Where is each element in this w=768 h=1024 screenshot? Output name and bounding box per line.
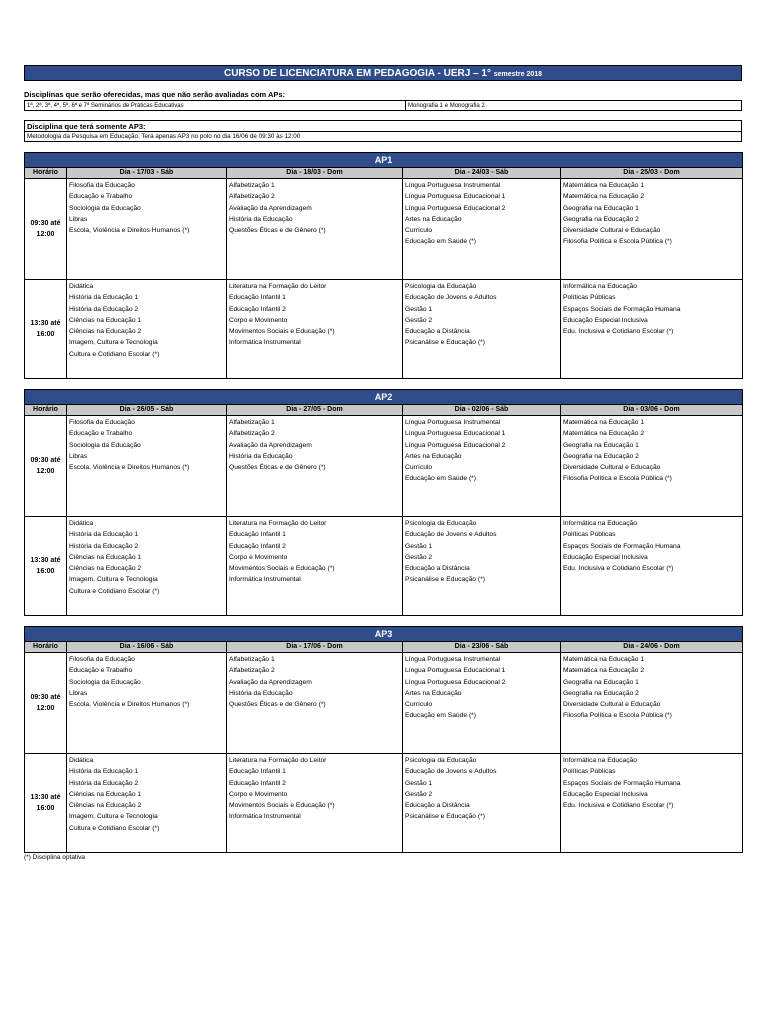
not-evaluated-row <box>24 100 742 111</box>
discipline-item: Questões Éticas e de Gênero (*) <box>229 701 326 709</box>
discipline-item: Educação Infantil 1 <box>229 531 286 539</box>
schedule-cell <box>67 754 227 853</box>
discipline-item: Ciências na Educação 2 <box>69 802 142 810</box>
discipline-item: Alfabetização 1 <box>229 656 275 663</box>
discipline-item: Matemática na Educação 2 <box>563 667 645 675</box>
schedule-table-ap2 <box>24 389 743 616</box>
discipline-item: Espaços Sociais de Formação Humana <box>563 542 681 550</box>
schedule-cell <box>227 179 403 280</box>
column-header-day: Dia - 17/03 - Sáb <box>67 168 227 179</box>
discipline-item: Educação Especial Inclusiva <box>563 790 648 798</box>
discipline-item: Educação e Trabalho <box>69 193 133 201</box>
discipline-item: Alfabetização 1 <box>229 419 275 426</box>
discipline-item: Diversidade Cultural e Educação <box>563 227 661 235</box>
discipline-item: Gestão 2 <box>405 316 433 324</box>
discipline-item: Libras <box>69 689 88 697</box>
discipline-item: Educação de Jovens e Adultos <box>405 531 497 539</box>
column-header-day: Dia - 25/03 - Dom <box>561 168 743 179</box>
discipline-item: Informática na Educação <box>563 757 637 764</box>
discipline-item: Informática Instrumental <box>229 339 301 347</box>
discipline-item: Edu. Inclusiva e Cotidiano Escolar (*) <box>563 802 674 810</box>
discipline-item: Língua Portuguesa Instrumental <box>405 656 501 663</box>
discipline-item: Didática <box>69 283 94 290</box>
column-header-day: Dia - 24/06 - Dom <box>561 642 743 653</box>
discipline-item: História da Educação <box>229 452 293 460</box>
discipline-item: Alfabetização 2 <box>229 667 275 675</box>
discipline-item: Ciências na Educação 1 <box>69 790 142 798</box>
discipline-item: Cultura e Cotidiano Escolar (*) <box>69 587 160 595</box>
discipline-item: Espaços Sociais de Formação Humana <box>563 305 681 313</box>
discipline-item: Edu. Inclusiva e Cotidiano Escolar (*) <box>563 328 674 336</box>
discipline-item: Língua Portuguesa Educacional 2 <box>405 441 506 449</box>
ap3-only-heading: Disciplina que terá somente AP3: <box>24 120 742 131</box>
discipline-item: Língua Portuguesa Instrumental <box>405 419 501 426</box>
discipline-item: Sociologia da Educação <box>69 204 141 212</box>
discipline-item: Literatura na Formação do Leitor <box>229 757 327 764</box>
discipline-item: Cultura e Cotidiano Escolar (*) <box>69 350 160 358</box>
schedule-cell <box>561 416 743 517</box>
document-title: CURSO DE LICENCIATURA EM PEDAGOGIA - UERJ – 1° semestre 2018 <box>24 65 742 81</box>
schedule-cell <box>403 517 561 616</box>
discipline-item: Gestão 1 <box>405 542 433 550</box>
discipline-item: Didática <box>69 520 94 527</box>
discipline-item: Artes na Educação <box>405 215 462 223</box>
discipline-item: Políticas Públicas <box>563 768 616 776</box>
discipline-item: Língua Portuguesa Educacional 1 <box>405 430 506 438</box>
discipline-item: Diversidade Cultural e Educação <box>563 701 661 709</box>
discipline-item: Educação e Trabalho <box>69 430 133 438</box>
column-header-day: Dia - 18/03 - Dom <box>227 168 403 179</box>
discipline-item: Língua Portuguesa Educacional 1 <box>405 193 506 201</box>
discipline-item: Didática <box>69 757 94 764</box>
column-header-day: Dia - 27/05 - Dom <box>227 405 403 416</box>
schedule-cell <box>561 653 743 754</box>
schedule-cell <box>227 517 403 616</box>
discipline-item: Educação e Trabalho <box>69 667 133 675</box>
discipline-item: Educação de Jovens e Adultos <box>405 294 497 302</box>
discipline-item: Avaliação da Aprendizagem <box>229 678 312 686</box>
discipline-item: Currículo <box>405 464 433 472</box>
time-slot: 13:30 até 16:00 <box>25 517 67 616</box>
column-header-day: Dia - 16/06 - Sáb <box>67 642 227 653</box>
column-header-day: Dia - 26/05 - Sáb <box>67 405 227 416</box>
discipline-item: Educação Especial Inclusiva <box>563 553 648 561</box>
discipline-item: Matemática na Educação 2 <box>563 430 645 438</box>
discipline-item: Gestão 1 <box>405 779 433 787</box>
schedule-table-ap3 <box>24 626 743 853</box>
schedule-table-ap1 <box>24 152 743 379</box>
discipline-item: Literatura na Formação do Leitor <box>229 283 327 290</box>
ap-title: AP1 <box>25 153 743 168</box>
ap-tables <box>24 152 768 853</box>
discipline-item: Matemática na Educação 1 <box>563 419 645 426</box>
discipline-item: Edu. Inclusiva e Cotidiano Escolar (*) <box>563 565 674 573</box>
discipline-item: Gestão 1 <box>405 305 433 313</box>
schedule-cell <box>227 416 403 517</box>
column-header-day: Dia - 03/06 - Dom <box>561 405 743 416</box>
not-evaluated-heading: Disciplinas que serão oferecidas, mas que não serão avaliadas com APs: <box>24 90 286 99</box>
ap3-only-text: Metodologia da Pesquisa em Educação. Terá apenas AP3 no polo no dia 16/06 de 09:30 às 12:00 <box>24 131 742 142</box>
discipline-item: Matemática na Educação 1 <box>563 656 645 663</box>
schedule-cell <box>67 416 227 517</box>
discipline-item: Imagem, Cultura e Tecnologia <box>69 339 158 347</box>
discipline-item: Educação em Saúde (*) <box>405 238 477 246</box>
discipline-item: Geografia na Educação 2 <box>563 689 639 697</box>
discipline-item: Psicologia da Educação <box>405 520 477 527</box>
discipline-item: Ciências na Educação 2 <box>69 565 142 573</box>
schedule-cell <box>227 280 403 379</box>
discipline-item: Sociologia da Educação <box>69 441 141 449</box>
discipline-item: Educação de Jovens e Adultos <box>405 768 497 776</box>
discipline-item: Escola, Violência e Direitos Humanos (*) <box>69 464 190 472</box>
discipline-item: Educação Infantil 2 <box>229 542 286 550</box>
discipline-item: Libras <box>69 452 88 460</box>
column-header-day: Dia - 23/06 - Sáb <box>403 642 561 653</box>
ap-title: AP2 <box>25 390 743 405</box>
discipline-item: Ciências na Educação 1 <box>69 553 142 561</box>
discipline-item: História da Educação 2 <box>69 542 139 550</box>
schedule-cell <box>561 179 743 280</box>
discipline-item: Movimentos Sociais e Educação (*) <box>229 565 335 573</box>
schedule-cell <box>561 754 743 853</box>
schedule-cell <box>403 280 561 379</box>
discipline-item: História da Educação <box>229 689 293 697</box>
discipline-item: Informática na Educação <box>563 283 637 290</box>
footnote: (*) Disciplina optativa <box>24 854 86 861</box>
discipline-item: Corpo e Movimento <box>229 553 288 561</box>
discipline-item: Educação Infantil 1 <box>229 768 286 776</box>
discipline-item: Psicologia da Educação <box>405 757 477 764</box>
discipline-item: Psicanálise e Educação (*) <box>405 813 485 821</box>
discipline-item: Educação Infantil 2 <box>229 779 286 787</box>
discipline-item: Diversidade Cultural e Educação <box>563 464 661 472</box>
time-slot: 09:30 até 12:00 <box>25 416 67 517</box>
discipline-item: Artes na Educação <box>405 452 462 460</box>
schedule-cell <box>227 754 403 853</box>
discipline-item: Gestão 2 <box>405 790 433 798</box>
not-evaluated-right: Monografia 1 e Monografia 2 <box>408 103 485 109</box>
discipline-item: Educação Infantil 2 <box>229 305 286 313</box>
column-header-horario: Horário <box>25 642 67 653</box>
ap-title: AP3 <box>25 627 743 642</box>
discipline-item: Corpo e Movimento <box>229 316 288 324</box>
discipline-item: Educação Infantil 1 <box>229 294 286 302</box>
discipline-item: Questões Éticas e de Gênero (*) <box>229 227 326 235</box>
discipline-item: Corpo e Movimento <box>229 790 288 798</box>
discipline-item: Escola, Violência e Direitos Humanos (*) <box>69 701 190 709</box>
discipline-item: Literatura na Formação do Leitor <box>229 520 327 527</box>
column-header-horario: Horário <box>25 168 67 179</box>
discipline-item: Cultura e Cotidiano Escolar (*) <box>69 824 160 832</box>
schedule-cell <box>67 517 227 616</box>
discipline-item: Gestão 2 <box>405 553 433 561</box>
not-evaluated-left: 1ª, 2ª, 3ª, 4ª, 5ª, 6ª e 7ª Seminários de Práticas Educativas <box>25 101 406 110</box>
discipline-item: Alfabetização 2 <box>229 430 275 438</box>
discipline-item: Educação a Distância <box>405 565 470 573</box>
discipline-item: Movimentos Sociais e Educação (*) <box>229 328 335 336</box>
schedule-cell <box>227 653 403 754</box>
discipline-item: Língua Portuguesa Educacional 2 <box>405 678 506 686</box>
discipline-item: Sociologia da Educação <box>69 678 141 686</box>
discipline-item: Políticas Públicas <box>563 294 616 302</box>
discipline-item: Alfabetização 1 <box>229 182 275 189</box>
discipline-item: Avaliação da Aprendizagem <box>229 441 312 449</box>
discipline-item: Educação Especial Inclusiva <box>563 316 648 324</box>
discipline-item: Geografia na Educação 2 <box>563 215 639 223</box>
time-slot: 09:30 até 12:00 <box>25 179 67 280</box>
discipline-item: Língua Portuguesa Educacional 2 <box>405 204 506 212</box>
discipline-item: Educação a Distância <box>405 802 470 810</box>
schedule-cell <box>403 416 561 517</box>
discipline-item: Currículo <box>405 701 433 709</box>
discipline-item: Informática Instrumental <box>229 576 301 584</box>
discipline-item: Educação em Saúde (*) <box>405 475 477 483</box>
discipline-item: Espaços Sociais de Formação Humana <box>563 779 681 787</box>
discipline-item: Matemática na Educação 1 <box>563 182 645 189</box>
column-header-horario: Horário <box>25 405 67 416</box>
schedule-cell <box>403 754 561 853</box>
discipline-item: Informática na Educação <box>563 520 637 527</box>
column-header-day: Dia - 24/03 - Sáb <box>403 168 561 179</box>
discipline-item: Imagem, Cultura e Tecnologia <box>69 813 158 821</box>
discipline-item: Geografia na Educação 1 <box>563 441 639 449</box>
discipline-item: Língua Portuguesa Educacional 1 <box>405 667 506 675</box>
discipline-item: Ciências na Educação 1 <box>69 316 142 324</box>
discipline-item: Avaliação da Aprendizagem <box>229 204 312 212</box>
discipline-item: Filosofia Política e Escola Pública (*) <box>563 712 672 720</box>
discipline-item: Psicanálise e Educação (*) <box>405 339 485 347</box>
discipline-item: História da Educação 1 <box>69 768 139 776</box>
discipline-item: Psicanálise e Educação (*) <box>405 576 485 584</box>
discipline-item: História da Educação <box>229 215 293 223</box>
discipline-item: Questões Éticas e de Gênero (*) <box>229 464 326 472</box>
discipline-item: Alfabetização 2 <box>229 193 275 201</box>
discipline-item: História da Educação 1 <box>69 531 139 539</box>
discipline-item: Educação a Distância <box>405 328 470 336</box>
discipline-item: Filosofia da Educação <box>69 419 135 426</box>
discipline-item: Geografia na Educação 1 <box>563 678 639 686</box>
discipline-item: Língua Portuguesa Instrumental <box>405 182 501 189</box>
discipline-item: Filosofia Política e Escola Pública (*) <box>563 238 672 246</box>
discipline-item: Informática Instrumental <box>229 813 301 821</box>
column-header-day: Dia - 17/06 - Dom <box>227 642 403 653</box>
discipline-item: Psicologia da Educação <box>405 283 477 290</box>
schedule-cell <box>561 280 743 379</box>
time-slot: 13:30 até 16:00 <box>25 754 67 853</box>
schedule-cell <box>403 179 561 280</box>
time-slot: 13:30 até 16:00 <box>25 280 67 379</box>
column-header-day: Dia - 02/06 - Sáb <box>403 405 561 416</box>
discipline-item: Geografia na Educação 2 <box>563 452 639 460</box>
discipline-item: Geografia na Educação 1 <box>563 204 639 212</box>
discipline-item: Movimentos Sociais e Educação (*) <box>229 802 335 810</box>
time-slot: 09:30 até 12:00 <box>25 653 67 754</box>
schedule-cell <box>403 653 561 754</box>
discipline-item: Libras <box>69 215 88 223</box>
discipline-item: Políticas Públicas <box>563 531 616 539</box>
discipline-item: Filosofia Política e Escola Pública (*) <box>563 475 672 483</box>
discipline-item: Matemática na Educação 2 <box>563 193 645 201</box>
discipline-item: Filosofia da Educação <box>69 182 135 189</box>
discipline-item: Imagem, Cultura e Tecnologia <box>69 576 158 584</box>
schedule-sheet <box>24 65 768 861</box>
discipline-item: História da Educação 1 <box>69 294 139 302</box>
discipline-item: Filosofia da Educação <box>69 656 135 663</box>
discipline-item: Artes na Educação <box>405 689 462 697</box>
schedule-cell <box>67 653 227 754</box>
schedule-cell <box>67 179 227 280</box>
discipline-item: Ciências na Educação 2 <box>69 328 142 336</box>
schedule-cell <box>561 517 743 616</box>
schedule-cell <box>67 280 227 379</box>
discipline-item: História da Educação 2 <box>69 779 139 787</box>
discipline-item: História da Educação 2 <box>69 305 139 313</box>
discipline-item: Currículo <box>405 227 433 235</box>
discipline-item: Educação em Saúde (*) <box>405 712 477 720</box>
discipline-item: Escola, Violência e Direitos Humanos (*) <box>69 227 190 235</box>
